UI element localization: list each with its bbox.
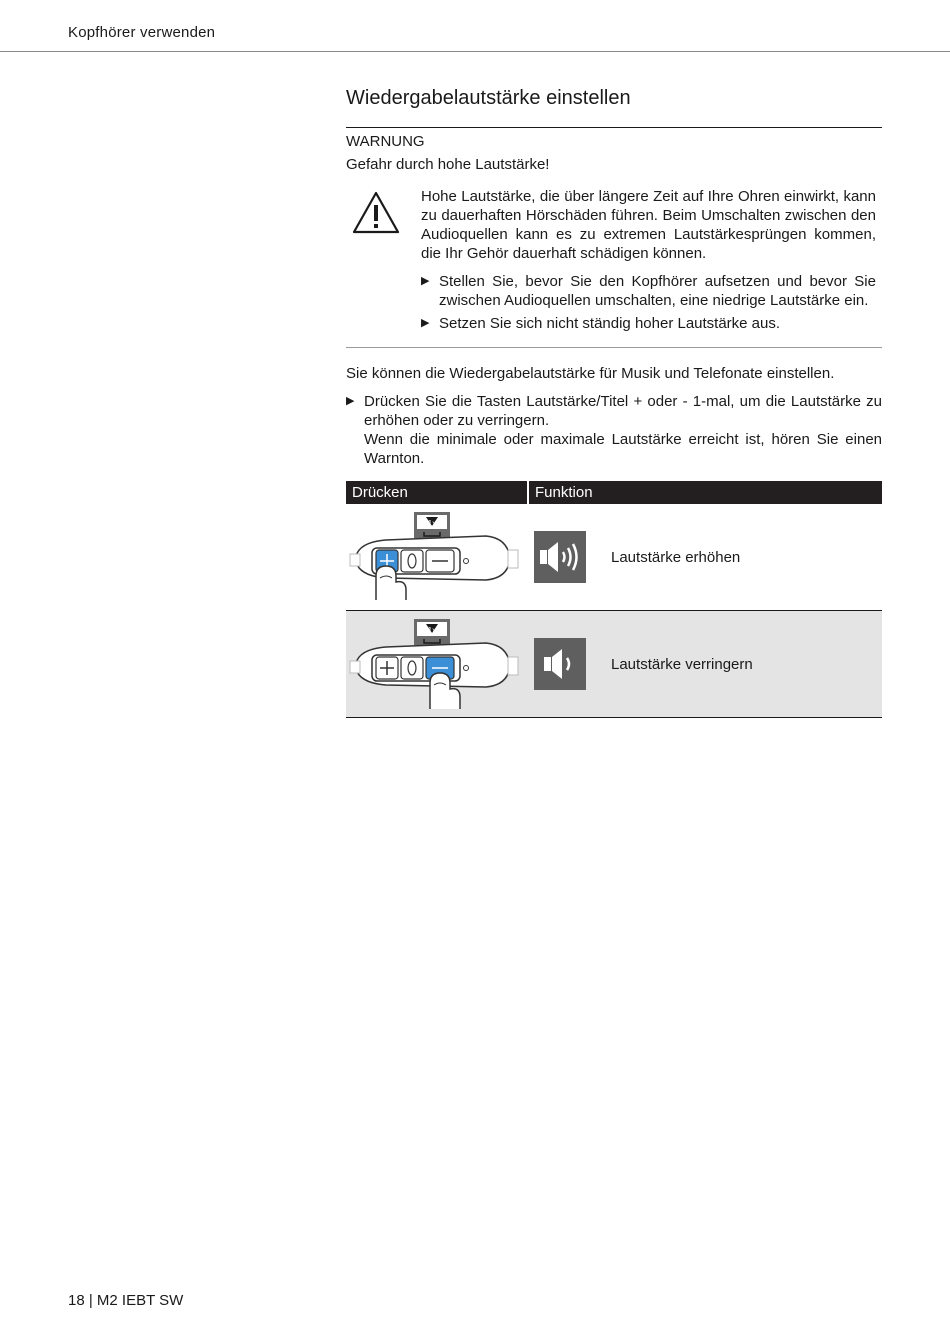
warning-box	[346, 127, 882, 348]
warning-subtitle: Gefahr durch hohe Lautstärke!	[346, 156, 550, 173]
bullet-triangle-icon: ▶	[346, 395, 355, 407]
warning-bullets	[421, 272, 876, 333]
warning-body	[346, 187, 882, 337]
page-footer: 18 | M2 IEBT SW	[68, 1292, 184, 1309]
speaker-volume-down-icon	[534, 638, 586, 690]
warning-bullet: ▶ Setzen Sie sich nicht ständig hoher Lautstärke aus.	[421, 315, 781, 332]
press-count-badge: 1x	[427, 519, 437, 528]
function-label: Lautstärke verringern	[611, 655, 753, 673]
intro-text: Sie können die Wiedergabelautstärke für Musik und Telefonate einstellen.	[346, 365, 835, 382]
main-content	[346, 84, 882, 718]
press-count-badge: 1x	[427, 626, 437, 635]
step-instruction: Drücken Sie die Tasten Lautstärke/Titel + oder - 1-mal, um die Lautstärke zu erhöhen oder zu verringern.	[364, 393, 882, 429]
column-header-function: Funktion	[528, 481, 882, 504]
warning-triangle-icon	[346, 187, 421, 337]
function-label: Lautstärke erhöhen	[611, 548, 741, 566]
speaker-volume-up-icon	[534, 531, 586, 583]
remote-press-plus-illustration	[346, 504, 522, 605]
function-cell	[528, 611, 882, 718]
section-title: Wiedergabelautstärke einstellen	[346, 87, 631, 109]
column-header-press: Drücken	[346, 481, 528, 504]
function-table	[346, 481, 882, 718]
warning-text: Hohe Lautstärke, die über längere Zeit auf Ihre Ohren einwirkt, kann zu dauerhaften Hörschäden führen. Beim Umschalten zwischen den Audioquellen kann es zu extremen Lautstärkesprüngen kommen, die Ihr Gehör dauerhaft schädigen können.	[421, 188, 876, 262]
warning-bullet: ▶ Stellen Sie, bevor Sie den Kopfhörer aufsetzen und bevor Sie zwischen Audioquellen umschalten, eine niedrige Lautstärke ein.	[421, 273, 876, 309]
bullet-triangle-icon: ▶	[421, 275, 430, 287]
table-row	[346, 504, 882, 611]
press-illustration-cell	[346, 611, 528, 718]
running-header: Kopfhörer verwenden	[68, 24, 216, 41]
instruction-step	[346, 392, 882, 468]
press-illustration-cell	[346, 504, 528, 611]
remote-press-minus-illustration	[346, 611, 522, 712]
header-rule	[0, 51, 950, 52]
bullet-triangle-icon: ▶	[421, 317, 430, 329]
warning-label: WARNUNG	[346, 133, 425, 150]
table-row	[346, 611, 882, 718]
step-result: Wenn die minimale oder maximale Lautstärke erreicht ist, hören Sie einen Warnton.	[364, 431, 882, 467]
function-cell	[528, 504, 882, 611]
